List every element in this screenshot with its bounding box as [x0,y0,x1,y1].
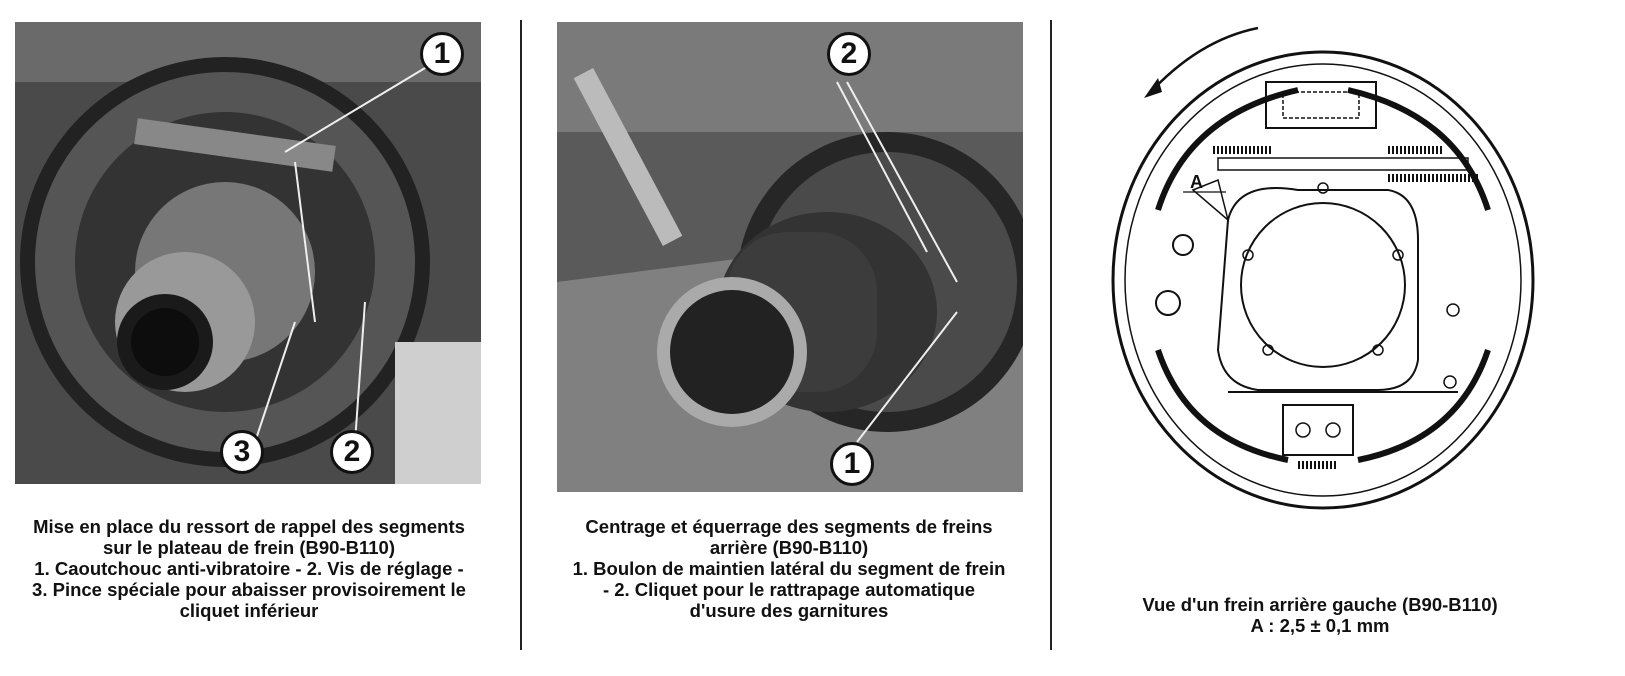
column-divider [1050,20,1052,650]
callout-1: 1 [420,32,464,76]
caption-line: d'usure des garnitures [689,600,889,621]
caption-line: Mise en place du ressort de rappel des segments [33,516,465,537]
caption-line: 3. Pince spéciale pour abaisser provisoirement le [32,579,466,600]
caption-line: Centrage et équerrage des segments de freins [585,516,993,537]
brake-diagram [1098,20,1538,520]
caption-panel-2 [548,516,1030,621]
callout-2: 2 [330,430,374,474]
caption-line: cliquet inférieur [179,600,319,621]
caption-line: - 2. Cliquet pour le rattrapage automatique [602,579,976,600]
caption-line: Vue d'un frein arrière gauche (B90-B110) [1142,594,1498,615]
caption-panel-1 [8,516,490,621]
photo-shoe-centering [557,22,1023,492]
column-divider [520,20,522,650]
caption-line: A : 2,5 ± 0,1 mm [1250,615,1390,636]
dimension-label-a: A [1190,172,1203,192]
callout-3: 3 [220,430,264,474]
caption-line: 1. Caoutchouc anti-vibratoire - 2. Vis de réglage - [34,558,464,579]
callout-2: 2 [827,32,871,76]
callout-1: 1 [830,442,874,486]
caption-line: sur le plateau de frein (B90-B110) [103,537,395,558]
photo-spring-fitting [15,22,481,484]
caption-line: 1. Boulon de maintien latéral du segment de frein [572,558,1006,579]
caption-line: arrière (B90-B110) [709,537,869,558]
caption-panel-3 [1110,594,1530,636]
